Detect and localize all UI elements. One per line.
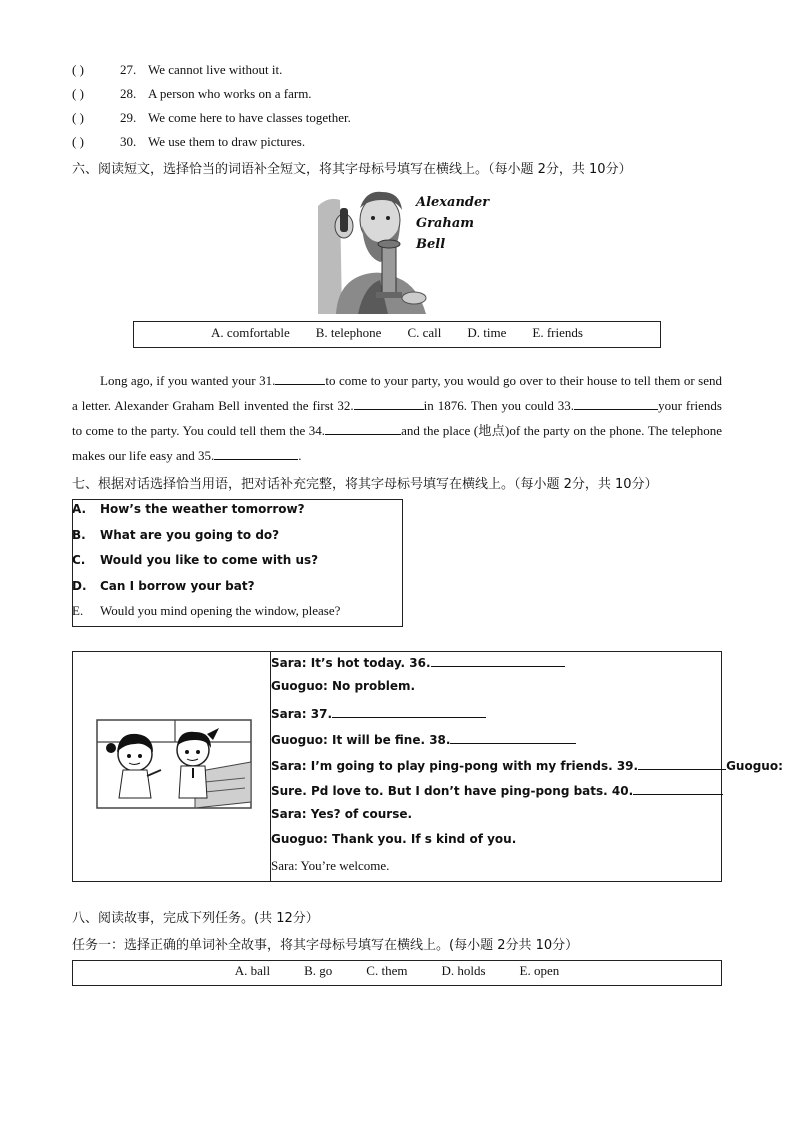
kids-talking-illustration [95,712,255,812]
task-1-instruction: 任务一：选择正确的单词补全故事，将其字母标号填写在横线上。(每小题 2分共 10分） [72,938,579,953]
dialogue-line-36 [271,653,565,670]
speaker: Guoguo: [271,679,328,693]
speaker: Guoguo: [726,759,783,773]
choice-c [72,553,318,567]
option: B. go [304,963,333,978]
option: B. telephone [315,325,382,340]
dialogue-line [271,807,412,821]
choice-text: What are you going to do? [100,528,280,542]
dialogue-line-37 [271,704,486,721]
line-text: No problem. [327,679,416,693]
question-number: 29. [120,110,137,125]
caption-line: Bell [416,237,446,252]
speaker: Sara: [271,807,307,821]
choice-d [72,579,255,593]
question-28 [72,86,312,102]
passage-text: and the place (地点)of the party on the phone. The telephone makes our life easy and 35. [72,423,722,463]
choice-text: Would you mind opening the window, please? [100,603,341,618]
blank-35[interactable] [214,445,298,460]
blank-38[interactable] [450,730,576,744]
option: E. open [519,963,560,978]
choice-letter: C. [72,553,86,567]
passage-text: to come to your party, you would go over to their house to tell them or send a letter. Alexander Graham Bell invented the first 32. [72,373,722,413]
choice-letter: B. [72,528,86,542]
dialogue-line-39 [271,756,783,773]
choice-text: How’s the weather tomorrow? [100,502,305,516]
line-text: 37. [306,707,332,721]
line-text: Thank you. If s kind of you. [327,832,517,846]
line-text: Sure. Pd love to. But I don’t have ping-pong bats. 40. [271,784,634,798]
blank-37[interactable] [332,704,486,718]
dialogue-line [271,679,415,693]
portrait-caption [416,192,489,255]
speaker: Sara: [271,707,307,721]
choice-text: Would you like to come with us? [100,553,319,567]
blank-31[interactable] [275,370,325,385]
passage-text: Long ago, if you wanted your 31. [100,373,276,388]
option: C. call [407,325,442,340]
question-27 [72,62,282,78]
speaker: Sara: [271,656,307,670]
choice-a [72,502,305,516]
dialogue-line-40 [271,781,723,798]
dialogue-line-38 [271,730,576,747]
blank-33[interactable] [574,395,658,410]
word-options [134,322,660,344]
question-text: We come here to have classes together. [148,110,351,125]
passage-text: your friends to come to the party. You could tell them the 34. [72,398,722,438]
question-number: 28. [120,86,137,101]
story-word-options [73,961,721,981]
option: D. time [467,325,507,340]
choice-letter: D. [72,579,87,593]
passage-text: . [298,448,302,463]
section-6-heading: 六、阅读短文，选择恰当的词语补全短文，将其字母标号填写在横线上。（每小题 2分，共 10分） [72,162,632,177]
bell-portrait [318,186,490,314]
line-text: It will be fine. 38. [327,733,451,747]
blank-36[interactable] [431,653,565,667]
option: A. comfortable [211,325,290,340]
speaker: Sara: [271,759,307,773]
blank-40[interactable] [633,781,723,795]
blank-39[interactable] [638,756,726,770]
question-30 [72,134,305,150]
speaker: Guoguo: [271,733,328,747]
blank-34[interactable] [325,420,401,435]
question-text: A person who works on a farm. [148,86,312,101]
caption-line: Alexander [416,195,490,210]
dialogue-line: Sara: You’re welcome. [271,858,390,873]
line-text: It’s hot today. 36. [306,656,431,670]
choice-e [72,603,340,619]
option: D. holds [441,963,486,978]
option: C. them [366,963,408,978]
section-8-heading: 八、阅读故事，完成下列任务。(共 12分） [72,911,319,926]
dialogue-line [271,832,516,846]
blank-32[interactable] [354,395,424,410]
choice-letter: A. [72,502,87,516]
question-number: 27. [120,62,137,77]
caption-line: Graham [416,216,475,231]
answer-paren: ( ) [72,86,84,101]
question-29 [72,110,351,126]
option: A. ball [234,963,271,978]
choice-text: Can I borrow your bat? [100,579,255,593]
answer-paren: ( ) [72,134,84,149]
answer-paren: ( ) [72,62,84,77]
passage [72,368,722,468]
line-text: Yes? of course. [306,807,413,821]
section-7-heading: 七、根据对话选择恰当用语，把对话补充完整，将其字母标号填写在横线上。（每小题 2分，共 10分） [72,477,658,492]
kids-illustration [95,712,255,812]
choice-letter: E. [72,603,84,618]
question-text: We cannot live without it. [148,62,283,77]
speaker: Guoguo: [271,832,328,846]
word-options-box [133,321,661,348]
line-text: I’m going to play ping-pong with my friends. 39. [306,759,639,773]
option: E. friends [532,325,583,340]
answer-paren: ( ) [72,110,84,125]
passage-text: in 1876. Then you could 33. [423,398,575,413]
question-text: We use them to draw pictures. [148,134,306,149]
choice-b [72,528,279,542]
question-number: 30. [120,134,137,149]
story-word-options-box [72,960,722,986]
